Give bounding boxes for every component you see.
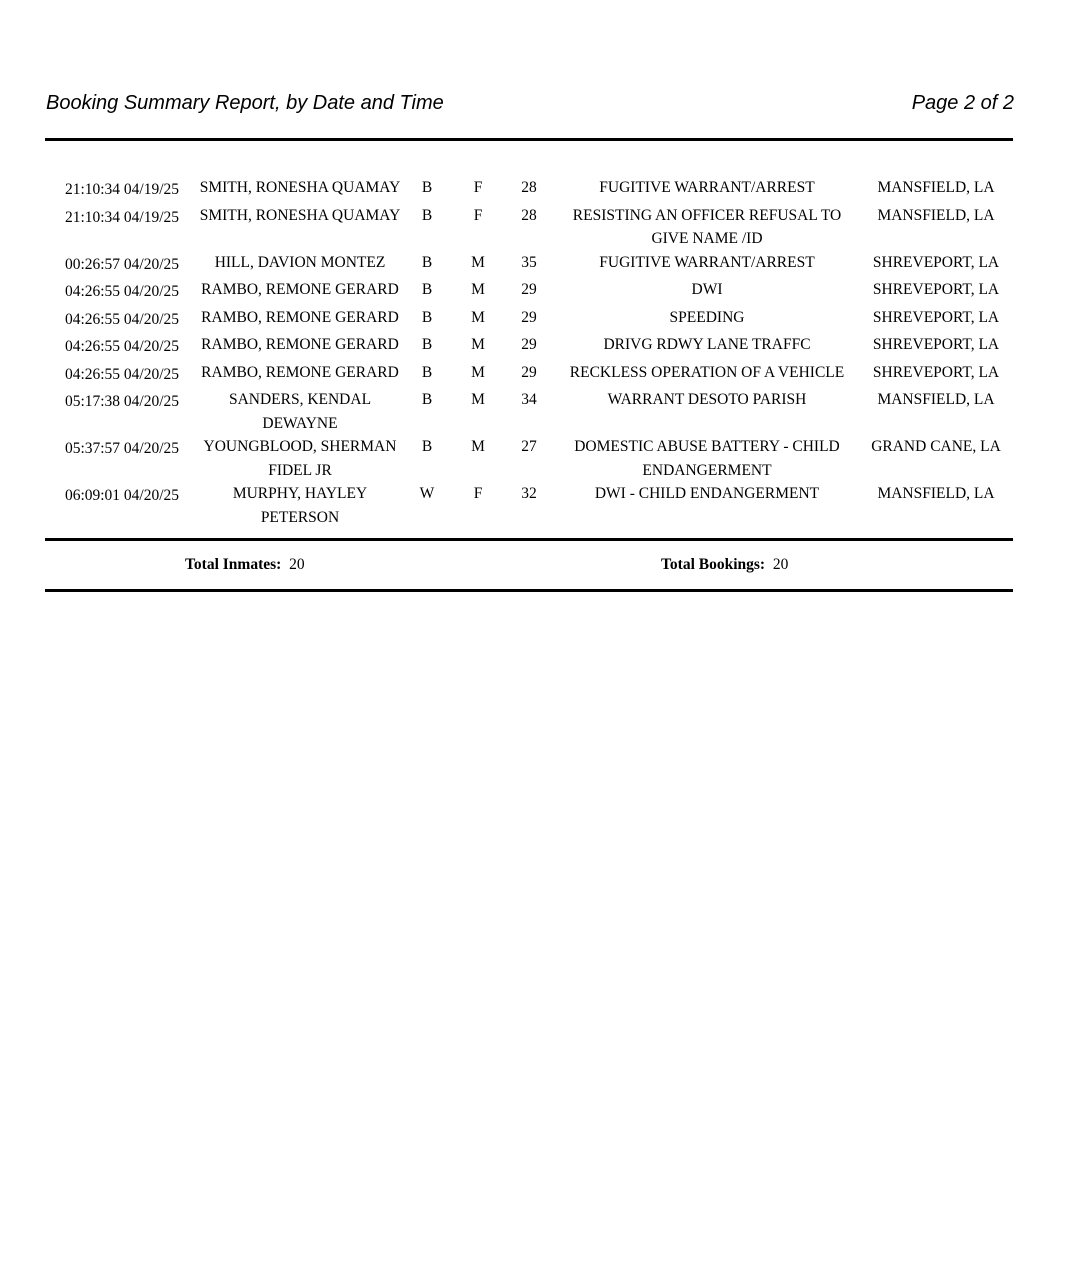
age: 28 [521, 179, 537, 196]
city: MANSFIELD, LA [877, 179, 995, 196]
age: 32 [521, 485, 537, 502]
sex: M [471, 253, 485, 271]
age: 29 [521, 336, 537, 353]
city: SHREVEPORT, LA [872, 363, 1000, 381]
charge: FUGITIVE WARRANT/ARREST [599, 253, 815, 271]
age: 34 [521, 391, 537, 408]
total-inmates-value: 20 [289, 556, 305, 573]
charge: DRIVG RDWY LANE TRAFFC [603, 336, 811, 353]
booking-time: 04:26:55 04/20/25 [64, 365, 180, 383]
totals-top-divider [45, 538, 1013, 541]
charge: DWI [691, 281, 723, 298]
sex: M [471, 308, 485, 326]
inmate-name: SANDERS, KENDAL DEWAYNE [228, 391, 372, 432]
city: SHREVEPORT, LA [872, 336, 1000, 353]
age: 29 [521, 308, 537, 326]
total-bookings-label: Total Bookings: [661, 556, 766, 573]
city: SHREVEPORT, LA [872, 308, 1000, 326]
charge: RECKLESS OPERATION OF A VEHICLE [569, 363, 845, 381]
race: B [421, 391, 433, 408]
sex: F [473, 179, 483, 196]
sex: M [471, 363, 485, 381]
total-bookings-value: 20 [772, 556, 789, 573]
page-number: Page 2 of 2 [911, 92, 1014, 114]
total-inmates [185, 556, 305, 574]
table-row [0, 306, 1080, 334]
booking-time: 00:26:57 04/20/25 [64, 255, 180, 273]
table-row [0, 482, 1080, 529]
inmate-name: RAMBO, REMONE GERARD [201, 308, 399, 326]
booking-time: 21:10:34 04/19/25 [64, 181, 180, 198]
table-row [0, 176, 1080, 204]
inmate-name: RAMBO, REMONE GERARD [201, 363, 399, 381]
charge: DWI - CHILD ENDANGERMENT [594, 485, 820, 502]
race: B [421, 206, 433, 224]
table-row [0, 204, 1080, 251]
booking-time: 05:17:38 04/20/25 [64, 393, 180, 410]
age: 29 [521, 281, 537, 298]
city: MANSFIELD, LA [877, 206, 995, 224]
race: B [421, 336, 433, 353]
age: 28 [521, 206, 537, 224]
inmate-name: RAMBO, REMONE GERARD [201, 336, 399, 353]
sex: M [471, 391, 485, 408]
inmate-name: SMITH, RONESHA QUAMAY [199, 206, 401, 224]
inmate-name: HILL, DAVION MONTEZ [214, 253, 386, 271]
charge: WARRANT DESOTO PARISH [607, 391, 807, 408]
city: MANSFIELD, LA [877, 485, 995, 502]
age: 27 [521, 438, 537, 455]
inmate-name: SMITH, RONESHA QUAMAY [199, 179, 401, 196]
race: B [421, 281, 433, 298]
race: B [421, 253, 433, 271]
race: B [421, 438, 433, 455]
booking-time: 05:37:57 04/20/25 [64, 440, 180, 457]
booking-time: 04:26:55 04/20/25 [64, 283, 180, 300]
age: 29 [521, 363, 537, 381]
totals-bottom-divider [45, 589, 1013, 592]
city: SHREVEPORT, LA [872, 281, 1000, 298]
booking-time: 04:26:55 04/20/25 [64, 310, 180, 328]
sex: M [471, 336, 485, 353]
inmate-name: YOUNGBLOOD, SHERMAN FIDEL JR [203, 438, 397, 479]
charge: SPEEDING [669, 308, 745, 326]
booking-time: 04:26:55 04/20/25 [64, 338, 180, 355]
table-row [0, 361, 1080, 389]
report-title: Booking Summary Report, by Date and Time [46, 92, 444, 114]
report-header [46, 92, 1014, 120]
race: B [421, 179, 433, 196]
age: 35 [521, 253, 537, 271]
inmate-name: MURPHY, HAYLEY PETERSON [232, 485, 368, 526]
charge: DOMESTIC ABUSE BATTERY - CHILD ENDANGERMENT [574, 438, 840, 479]
booking-table [0, 176, 1080, 529]
inmate-name: RAMBO, REMONE GERARD [201, 281, 399, 298]
sex: M [471, 281, 485, 298]
race: B [421, 363, 433, 381]
sex: F [473, 485, 483, 502]
sex: M [471, 438, 485, 455]
header-divider [45, 138, 1013, 141]
booking-time: 06:09:01 04/20/25 [64, 487, 180, 504]
charge: FUGITIVE WARRANT/ARREST [599, 179, 815, 196]
table-row [0, 278, 1080, 306]
totals-bar [0, 556, 1080, 580]
race: W [419, 485, 435, 502]
booking-time: 21:10:34 04/19/25 [64, 208, 180, 226]
table-row [0, 333, 1080, 361]
sex: F [473, 206, 483, 224]
table-row [0, 251, 1080, 279]
race: B [421, 308, 433, 326]
city: GRAND CANE, LA [871, 438, 1001, 455]
table-row [0, 388, 1080, 435]
city: SHREVEPORT, LA [872, 253, 1000, 271]
total-inmates-label: Total Inmates: [185, 556, 282, 573]
city: MANSFIELD, LA [877, 391, 995, 408]
table-row [0, 435, 1080, 482]
total-bookings [661, 556, 788, 574]
charge: RESISTING AN OFFICER REFUSAL TO GIVE NAME /ID [572, 206, 842, 247]
